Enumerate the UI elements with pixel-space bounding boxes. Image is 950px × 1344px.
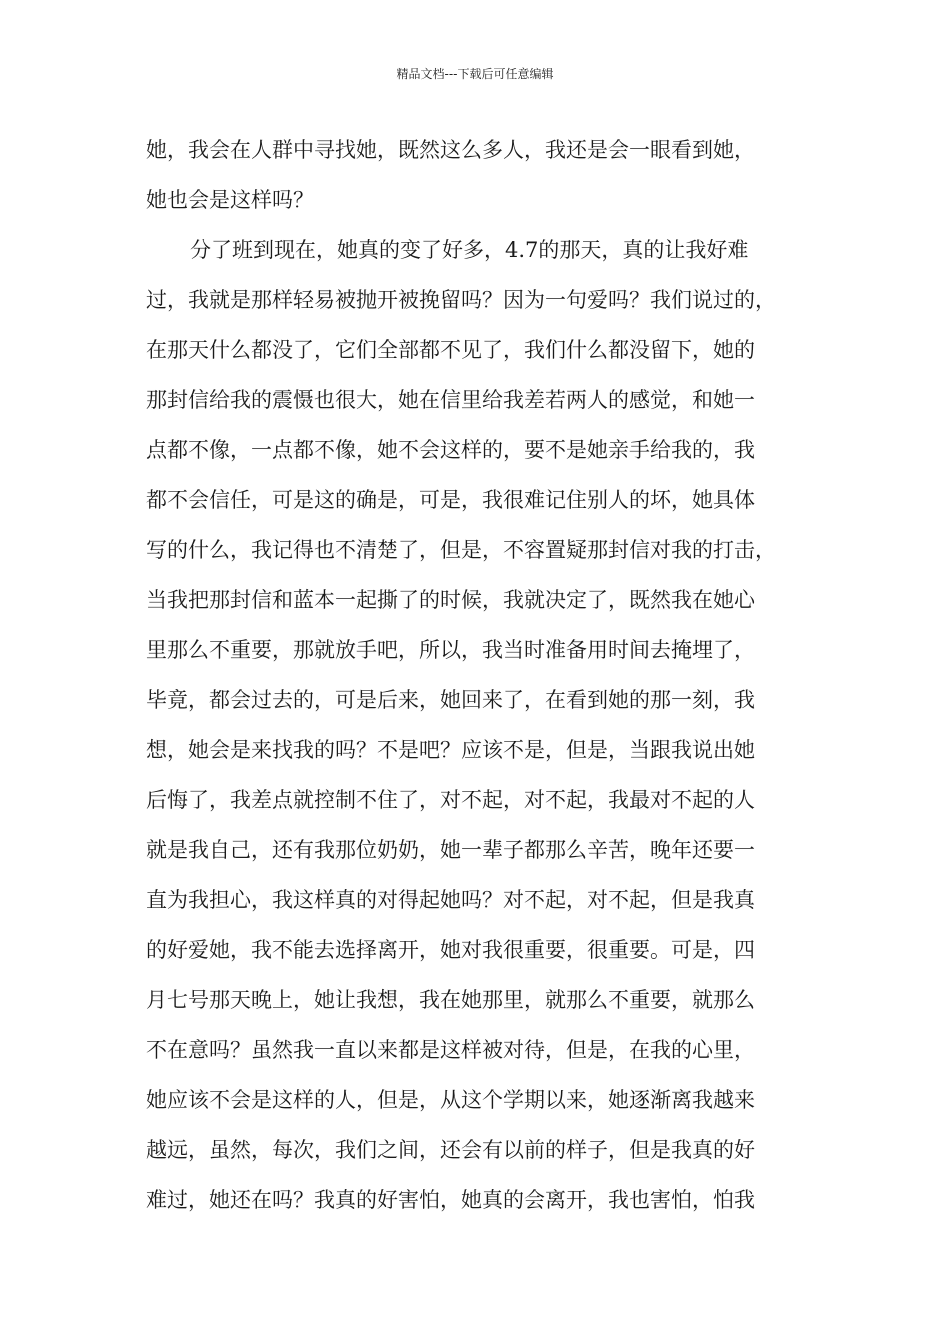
text-line: 想，她会是来找我的吗？不是吧？应该不是，但是，当跟我说出她 [146,738,755,762]
text-line: 里那么不重要，那就放手吧，所以，我当时准备用时间去掩埋了， [146,638,755,662]
text-line: 就是我自己，还有我那位奶奶，她一辈子都那么辛苦，晚年还要一 [146,838,755,862]
text-line: 点都不像，一点都不像，她不会这样的，要不是她亲手给我的，我 [146,438,755,462]
text-line: 在那天什么都没了，它们全部都不见了，我们什么都没留下，她的 [146,338,755,362]
text-line: 后悔了，我差点就控制不住了，对不起，对不起，我最对不起的人 [146,788,755,812]
text-line: 过，我就是那样轻易被抛开被挽留吗？因为一句爱吗？我们说过的， [146,288,776,312]
text-line: 毕竟，都会过去的，可是后来，她回来了，在看到她的那一刻，我 [146,688,755,712]
text-line: 不在意吗？虽然我一直以来都是这样被对待，但是，在我的心里， [146,1038,755,1062]
text-line: 写的什么，我记得也不清楚了，但是，不容置疑那封信对我的打击， [146,538,776,562]
text-line: 都不会信任，可是这的确是，可是，我很难记住别人的坏，她具体 [146,488,755,512]
text-line: 她也会是这样吗？ [146,188,314,212]
text-line: 她，我会在人群中寻找她，既然这么多人，我还是会一眼看到她， [146,138,755,162]
text-line: 月七号那天晚上，她让我想，我在她那里，就那么不重要，就那么 [146,988,755,1012]
text-line: 她应该不会是这样的人，但是，从这个学期以来，她逐渐离我越来 [146,1088,755,1112]
text-line: 分了班到现在，她真的变了好多，4.7的那天，真的让我好难 [190,238,749,262]
page-header: 精品文档---下载后可任意编辑 [396,67,554,81]
text-line: 的好爱她，我不能去选择离开，她对我很重要，很重要。可是，四 [146,938,755,962]
text-line: 直为我担心，我这样真的对得起她吗？对不起，对不起，但是我真 [146,888,755,912]
text-line: 难过，她还在吗？我真的好害怕，她真的会离开，我也害怕，怕我 [146,1188,755,1212]
body-text [146,132,816,1232]
text-line: 越远，虽然，每次，我们之间，还会有以前的样子，但是我真的好 [146,1138,755,1162]
text-line: 那封信给我的震慑也很大，她在信里给我差若两人的感觉，和她一 [146,388,755,412]
text-line: 当我把那封信和蓝本一起撕了的时候，我就决定了，既然我在她心 [146,588,755,612]
